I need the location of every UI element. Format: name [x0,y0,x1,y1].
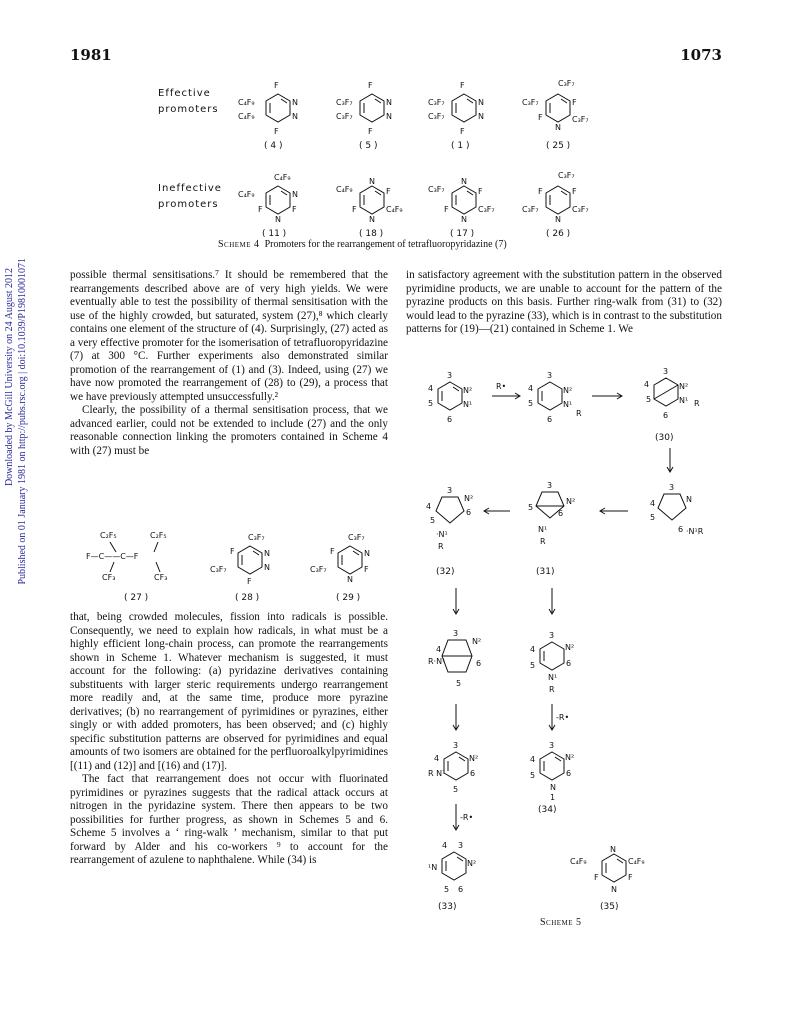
svg-text:C₃F₇: C₃F₇ [210,565,227,574]
svg-text:N: N [686,495,692,504]
svg-text:F: F [538,113,543,122]
svg-text:4: 4 [644,380,650,389]
svg-text:F: F [386,187,391,196]
ineffective-label: Ineffective promoters [158,183,222,210]
svg-text:4: 4 [530,645,536,654]
svg-text:3: 3 [549,741,555,750]
svg-text:F: F [274,127,279,136]
svg-text:R: R [540,537,546,546]
structure-30 [644,367,700,420]
svg-text:N²: N² [565,753,575,762]
caption-5: ( 5 ) [359,141,378,151]
svg-text:R N¹: R N¹ [428,769,446,778]
pyrazine-radical [428,741,478,794]
svg-text:C₃F₇: C₃F₇ [310,565,327,574]
structure-35 [570,845,645,894]
paragraph-1: possible thermal sensitisations.⁷ It should be remembered that the rearrangements described above are of very high yields. We were eventually able to test the possibility of thermal sensitisation with the use of the highly crowded, but saturated, system (27),⁸ which clearly contains one element of the structure of (4). Surprisingly, (27) acted as a very effective promoter for the isomerisation of tetrafluoropyridazine (7) at 300 °C. Further experiments also demonstrated similar promotion of the rearrangement of (1) and (3). Indeed, using (27) we have now promoted the rearrangement of (28) to (29), a process that we have previously attempted unsuccessfully.² [70,269,388,403]
svg-text:R: R [549,685,555,694]
svg-text:F: F [572,187,577,196]
svg-text:¹N: ¹N [428,863,438,872]
scheme-4-figure [150,68,670,258]
minus-r-label-2: -R• [460,813,474,822]
svg-text:5: 5 [444,885,450,894]
svg-text:N¹: N¹ [563,400,573,409]
svg-text:5: 5 [530,661,536,670]
svg-text:N²: N² [464,494,474,503]
svg-text:C₃F₇: C₃F₇ [572,205,589,214]
svg-text:N: N [347,575,353,584]
structure-17 [428,177,495,224]
svg-text:C₃F₇: C₃F₇ [558,171,575,180]
structure-4 [238,81,298,136]
svg-text:N¹: N¹ [538,525,548,534]
svg-text:4: 4 [436,645,442,654]
svg-text:4: 4 [650,499,656,508]
svg-text:5: 5 [528,503,534,512]
structure-28 [210,533,270,586]
bicyclic-intermediate [428,629,481,688]
svg-text:6: 6 [466,508,472,517]
structures-27-29-drawing [80,526,390,606]
structure-18 [336,177,403,224]
svg-text:6: 6 [558,509,564,518]
caption-31: (31) [536,567,555,577]
caption-29: ( 29 ) [336,593,361,603]
svg-text:F: F [460,127,465,136]
structure-32 [426,486,473,551]
caption-28: ( 28 ) [235,593,260,603]
svg-text:N: N [292,190,298,199]
svg-text:C₃F₇: C₃F₇ [248,533,265,542]
svg-text:N: N [369,215,375,224]
svg-text:N: N [611,885,617,894]
caption-34: (34) [538,805,557,815]
svg-text:N: N [555,123,561,132]
caption-30: (30) [655,433,674,443]
svg-text:N: N [461,177,467,186]
structure-5 [336,81,392,136]
minus-r-label-1: -R• [556,713,570,722]
svg-text:F: F [538,187,543,196]
structure-1 [428,81,484,136]
svg-text:3: 3 [458,841,464,850]
svg-text:F: F [330,547,335,556]
radical-reagent: R• [496,382,507,391]
svg-text:3: 3 [549,631,555,640]
effective-label: Effective promoters [158,88,219,115]
svg-text:5: 5 [456,679,462,688]
ring-walk-intermediate [650,483,704,536]
svg-text:C₂F₅: C₂F₅ [150,531,167,540]
svg-text:C₄F₉: C₄F₉ [274,173,291,182]
svg-text:N²: N² [563,386,573,395]
svg-text:R·N¹: R·N¹ [428,657,446,666]
svg-text:6: 6 [470,769,476,778]
svg-text:N: N [555,215,561,224]
svg-text:C₃F₇: C₃F₇ [428,98,445,107]
caption-17: ( 17 ) [450,229,475,238]
svg-text:3: 3 [547,481,553,490]
svg-text:C₃F₇: C₃F₇ [336,98,353,107]
caption-26: ( 26 ) [546,229,571,238]
svg-text:F: F [258,205,263,214]
svg-text:C₄F₉: C₄F₉ [570,857,587,866]
svg-text:N: N [386,112,392,121]
pyrimidine-radical [530,631,574,694]
svg-text:R: R [576,409,582,418]
svg-text:N: N [478,112,484,121]
svg-text:5: 5 [453,785,459,794]
svg-text:4: 4 [528,384,534,393]
caption-4: ( 4 ) [264,141,283,151]
svg-text:F: F [628,873,633,882]
svg-text:3: 3 [447,486,453,495]
svg-text:6: 6 [678,525,684,534]
svg-text:4: 4 [530,755,536,764]
svg-text:F: F [444,205,449,214]
svg-text:C₃F₇: C₃F₇ [428,112,445,121]
svg-text:5: 5 [646,395,652,404]
svg-text:·N¹R: ·N¹R [686,527,704,536]
svg-text:F: F [572,98,577,107]
svg-text:F: F [352,205,357,214]
svg-text:F: F [368,127,373,136]
scheme-4-caption: Scheme 4 Promoters for the rearrangement of tetrafluoropyridazine (7) [218,239,507,250]
svg-text:6: 6 [566,659,572,668]
svg-text:3: 3 [547,371,553,380]
caption-25: ( 25 ) [546,141,571,151]
caption-35: (35) [600,902,619,912]
svg-text:6: 6 [458,885,464,894]
pyridazine-start [428,371,472,424]
svg-text:6: 6 [547,415,553,424]
svg-text:F: F [460,81,465,90]
svg-text:1: 1 [550,793,556,802]
svg-text:N: N [386,98,392,107]
svg-text:N²: N² [566,497,576,506]
svg-text:C₃F₇: C₃F₇ [522,205,539,214]
svg-text:C₃F₇: C₃F₇ [558,79,575,88]
svg-text:N¹: N¹ [548,673,558,682]
caption-18: ( 18 ) [359,229,384,238]
paragraph-4: The fact that rearrangement does not occur with fluorinated pyrimidines or pyrazines suggests that the radical attack occurs at nitrogen in the pyridazine system. There then appears to be two possibilities for further progress, as shown in Schemes 5 and 6. Scheme 5 involves a ‘ ring-walk ’ mechanism, similar to that put forward by Alder and his co-workers ⁹ to account for the rearrangement of azulene to naphthalene. While (34) is [70,773,388,866]
svg-text:C₄F₉: C₄F₉ [238,190,255,199]
svg-text:N: N [610,845,616,854]
structure-25 [522,79,589,132]
journal-year: 1981 [70,46,112,64]
svg-text:4: 4 [442,841,448,850]
left-column-bottom [70,611,388,868]
svg-text:3: 3 [453,741,459,750]
caption-33: (33) [438,902,457,912]
svg-text:3: 3 [447,371,453,380]
svg-text:4: 4 [428,384,434,393]
scheme-5-drawing [400,356,730,916]
svg-text:N²: N² [463,386,473,395]
caption-27: ( 27 ) [124,593,149,603]
svg-text:F: F [292,205,297,214]
svg-text:F: F [368,81,373,90]
svg-text:C₃F₇: C₃F₇ [478,205,495,214]
svg-text:6: 6 [476,659,482,668]
svg-text:N¹: N¹ [679,396,689,405]
structure-27 [86,531,167,582]
svg-text:5: 5 [528,399,534,408]
scheme-4-structures [150,68,670,238]
paragraph-right-1: in satisfactory agreement with the substitution pattern in the observed pyrimidine products, we are unable to account for the pattern of the pyrazine products on this basis. Further ring-walk from (31) to (32) would lead to the pyrazine (33), which is in contrast to the substitution patterns for (19)—(21) contained in Scheme 1. We [406,269,722,335]
svg-text:C₂F₅: C₂F₅ [100,531,117,540]
svg-text:CF₃: CF₃ [102,573,116,582]
svg-text:N: N [264,563,270,572]
svg-text:C₃F₇: C₃F₇ [572,115,589,124]
svg-text:N: N [292,112,298,121]
svg-text:N: N [292,98,298,107]
structure-11 [238,173,298,224]
paragraph-2: Clearly, the possibility of a thermal sensitisation process, that we advanced earlier, could not be extended to include (27) and the only reasonable connection linking the promoters contained in Scheme 4 with (27) must be [70,404,388,457]
svg-text:CF₃: CF₃ [154,573,168,582]
structure-29 [310,533,370,584]
svg-text:N: N [275,215,281,224]
svg-text:N²: N² [472,637,482,646]
svg-text:R: R [694,399,700,408]
svg-text:N²: N² [679,382,689,391]
svg-text:N: N [369,177,375,186]
svg-text:C₃F₇: C₃F₇ [522,98,539,107]
scheme-5-figure [400,356,730,936]
svg-text:F: F [274,81,279,90]
svg-text:C₄F₉: C₄F₉ [336,185,353,194]
svg-text:C₄F₉: C₄F₉ [628,857,645,866]
structure-34 [530,741,574,802]
svg-text:C₃F₇: C₃F₇ [336,112,353,121]
right-column-top [406,269,722,337]
svg-text:N²: N² [469,754,479,763]
svg-text:F: F [230,547,235,556]
svg-text:4: 4 [434,754,440,763]
svg-text:F: F [247,577,252,586]
svg-text:F: F [594,873,599,882]
svg-text:N: N [264,549,270,558]
svg-text:5: 5 [430,516,436,525]
caption-32: (32) [436,567,455,577]
svg-text:·N¹: ·N¹ [436,530,448,539]
svg-text:N²: N² [565,643,575,652]
svg-text:N: N [461,215,467,224]
svg-text:F: F [478,187,483,196]
left-column-top [70,269,388,458]
svg-text:N²: N² [467,859,477,868]
caption-1: ( 1 ) [451,141,470,151]
svg-text:N: N [364,549,370,558]
svg-text:5: 5 [530,771,536,780]
svg-text:C₄F₉: C₄F₉ [386,205,403,214]
scheme-5-label: Scheme 5 [540,917,582,928]
svg-text:4: 4 [426,502,432,511]
svg-text:R: R [438,542,444,551]
svg-text:C₃F₇: C₃F₇ [348,533,365,542]
svg-text:3: 3 [663,367,669,376]
svg-text:C₃F₇: C₃F₇ [428,185,445,194]
svg-text:5: 5 [650,513,656,522]
download-notice[interactable]: Downloaded by McGill University on 24 August 2012 [4,268,15,487]
page-number: 1073 [680,46,722,64]
svg-text:N: N [478,98,484,107]
structure-31 [528,481,575,546]
svg-text:C₄F₉: C₄F₉ [238,112,255,121]
svg-text:6: 6 [447,415,453,424]
svg-text:3: 3 [453,629,459,638]
svg-text:6: 6 [566,769,572,778]
n-radical-intermediate [528,371,582,424]
structures-27-29 [80,526,390,606]
structure-26 [522,171,589,224]
svg-text:C₄F₉: C₄F₉ [238,98,255,107]
structure-33 [428,841,476,894]
svg-text:3: 3 [669,483,675,492]
svg-text:N: N [550,783,556,792]
svg-text:F: F [364,565,369,574]
publication-notice[interactable]: Published on 01 January 1981 on http://pubs.rsc.org | doi:10.1039/P19810001071 [17,258,28,585]
svg-text:5: 5 [428,399,434,408]
svg-text:F—C——C—F: F—C——C—F [86,552,139,561]
svg-text:6: 6 [663,411,669,420]
caption-11: ( 11 ) [262,229,287,238]
paragraph-3: that, being crowded molecules, fission into radicals is possible. Consequently, we need to explain how radicals, in what must be a highly efficient long-chain process, can promote the rearrangements shown in Scheme 1. Whatever mechanism is suggested, it must account for the following: (a) pyridazine derivatives containing substituents with larger steric requirements undergo rearrangement more readily and, at the same time, produce more pyrazine derivatives; (b) no rearrangement of pyrimidines or pyrazines, either singly or with added promoters, has been observed; and (c) highly specific substitution patterns are observed for pyrimidines and equal amounts of two isomers are obtained for the perfluoroalkylpyrimidines [(11) and (12)] and [(16) and (17)]. [70,611,388,772]
svg-text:N¹: N¹ [463,400,473,409]
